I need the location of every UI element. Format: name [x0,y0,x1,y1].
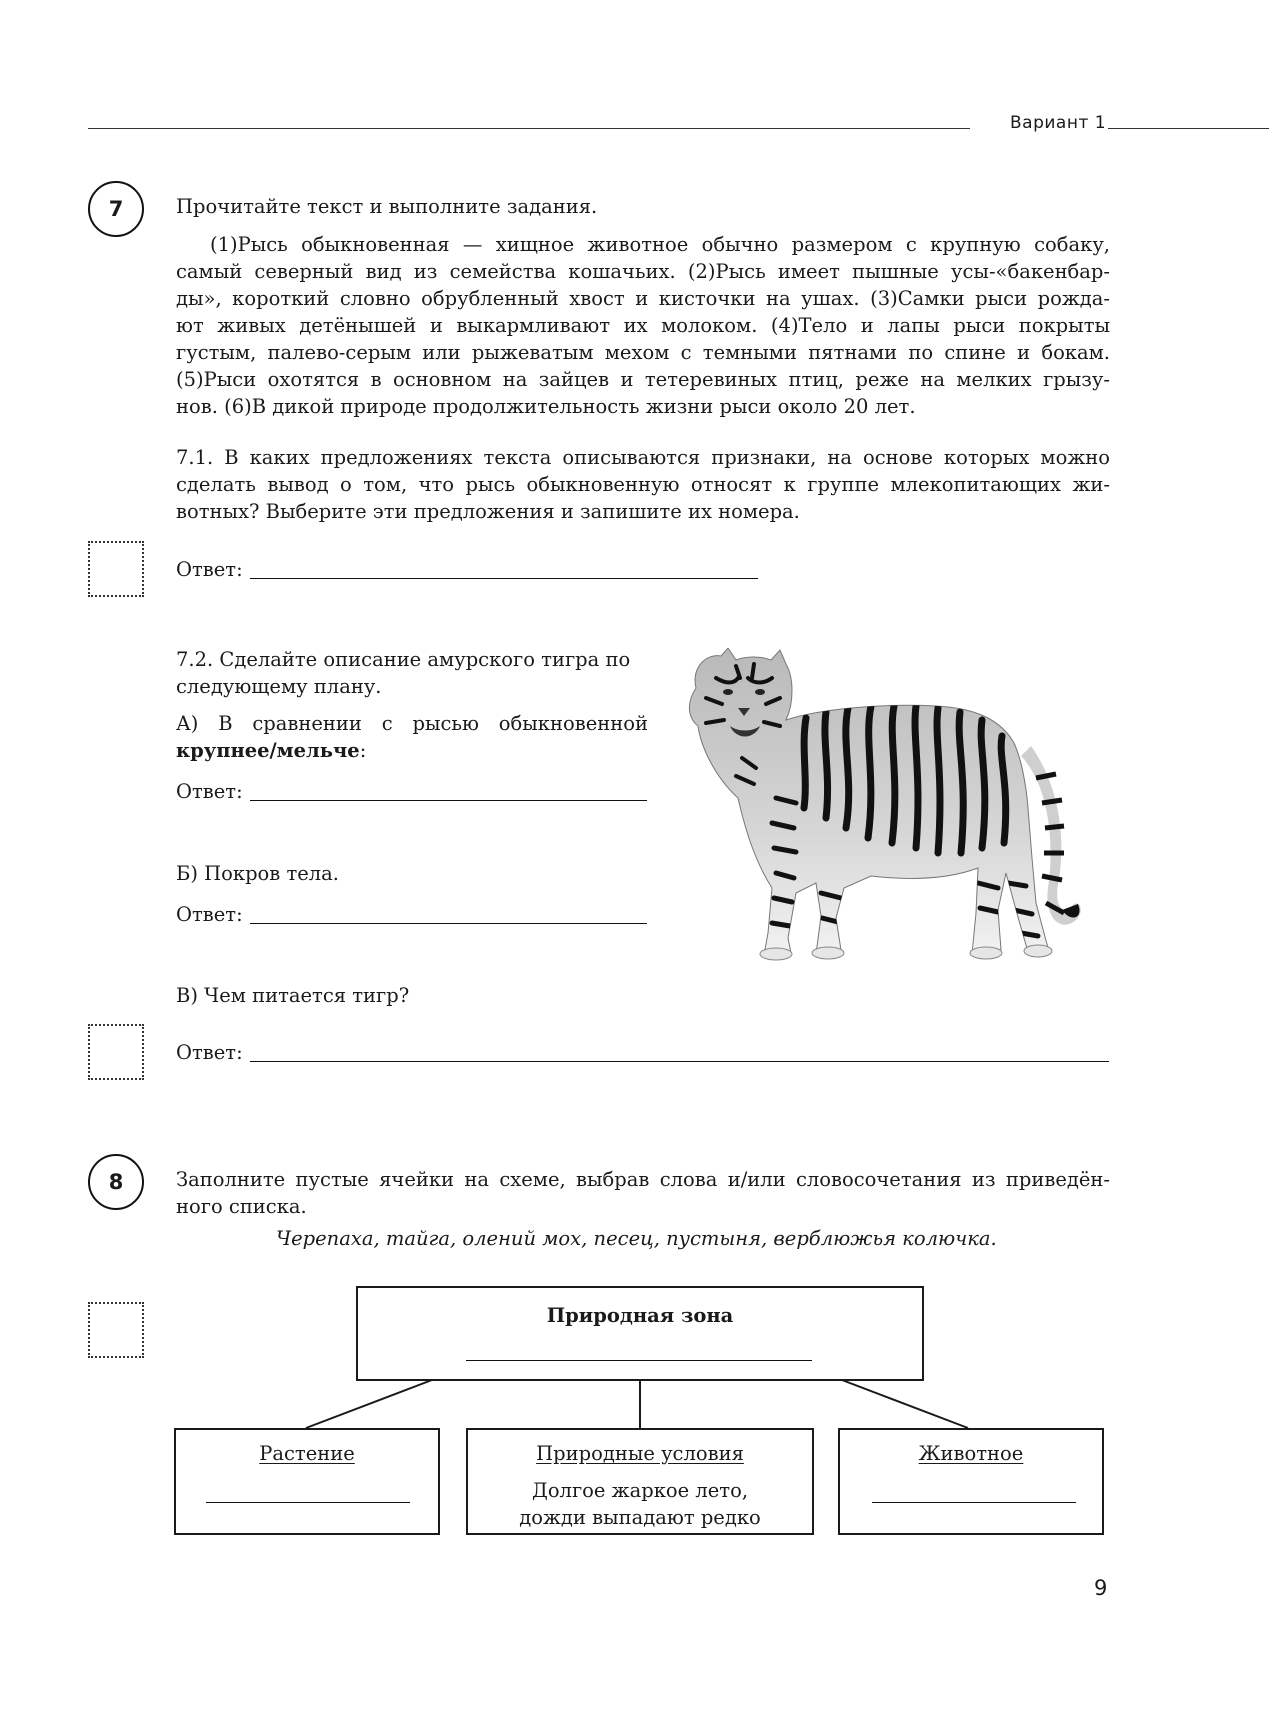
question-line: вотных? Выберите эти предложения и запишите их номера. [176,500,800,523]
intro-line: Заполните пустые ячейки на схеме, выбрав слова и/или словосочетания из приведён- [176,1168,1110,1191]
answer-label: Ответ: [176,1041,243,1064]
answer-label: Ответ: [176,558,243,581]
scheme-box-conditions [466,1428,814,1535]
text-line: ют живых детёнышей и выкармливают их молоком. (4)Тело и лапы рыси покрыты [176,314,1110,337]
text-line: (5)Рыси охотятся в основном на зайцев и тетеревиных птиц, реже на мелких грызу- [176,368,1110,391]
text-line: густым, палево-серым или рыжеватым мехом с темными пятнами по спине и бокам. [176,341,1110,364]
intro-line: ного списка. [176,1195,307,1218]
answer-line-plant[interactable] [206,1502,410,1503]
scheme-box-natural-zone [356,1286,924,1381]
scheme-title-natural-zone: Природная зона [546,1304,734,1327]
question-7-2-b: Б) Покров тела. [176,862,340,885]
variant-label: Вариант 1 [1010,113,1107,133]
answer-label: Ответ: [176,903,243,926]
question-line: 7.1. В каких предложениях текста описываются признаки, на основе которых можно [176,446,1110,469]
question-line: 7.2. Сделайте описание амурского тигра по [176,648,631,671]
scheme-title-animal: Животное [918,1442,1024,1465]
answer-line-animal[interactable] [872,1502,1076,1503]
scheme-box-animal [838,1428,1104,1535]
question-line: А) В сравнении с рысью обыкновенной [176,712,648,735]
page-number: 9 [1094,1576,1108,1600]
text-line: нов. (6)В дикой природе продолжительность жизни рыси около 20 лет. [176,395,916,418]
question-line: следующему плану. [176,675,382,698]
colon: : [359,739,367,762]
bold-choice: крупнее/мельче [176,739,360,762]
task7-intro: Прочитайте текст и выполните задания. [176,195,598,218]
text-line: ды», короткий словно обрубленный хвост и кисточки на ушах. (3)Самки рыси рожда- [176,287,1110,310]
text-line: самый северный вид из семейства кошачьих. (2)Рысь имеет пышные усы-«бакенбар- [176,260,1110,283]
answer-label: Ответ: [176,780,243,803]
question-line: сделать вывод о том, что рысь обыкновенную относят к группе млекопитающих жи- [176,473,1110,496]
scheme-box-plant [174,1428,440,1535]
task-number-8: 8 [88,1154,144,1210]
question-7-2-c: В) Чем питается тигр? [176,984,410,1007]
task-number-7: 7 [88,181,144,237]
word-list: Черепаха, тайга, олений мох, песец, пустыня, верблюжья колючка. [276,1227,997,1250]
scheme-conditions-line: Долгое жаркое лето, [531,1479,749,1502]
scheme-conditions-line: дожди выпадают редко [519,1506,761,1529]
scheme-title-plant: Растение [259,1442,355,1465]
answer-line-natural-zone[interactable] [466,1360,812,1361]
scheme-title-conditions: Природные условия [536,1442,744,1465]
text-line: (1)Рысь обыкновенная — хищное животное обычно размером с крупную собаку, [210,233,1110,256]
